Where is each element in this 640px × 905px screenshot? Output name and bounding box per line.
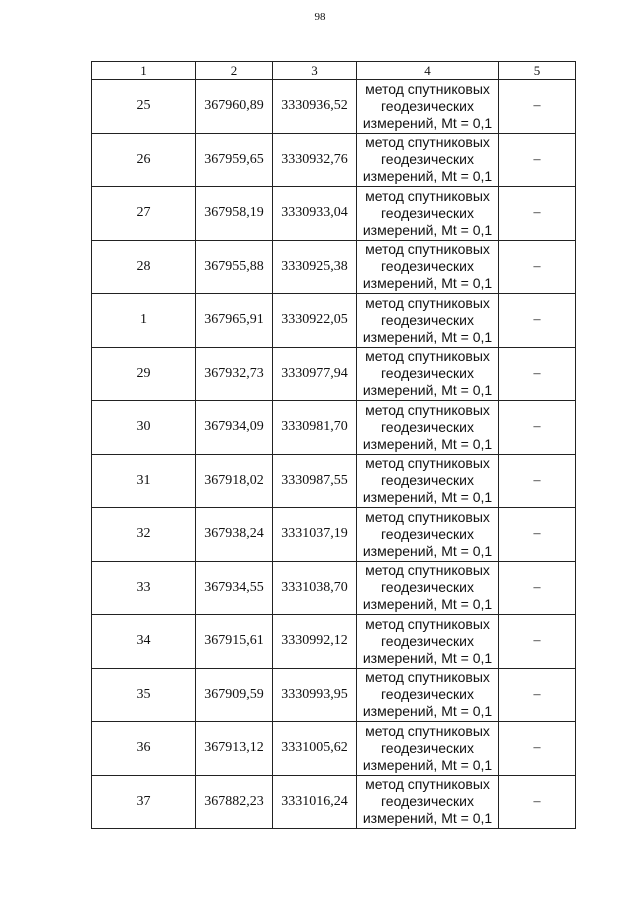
method-line: геодезических (381, 258, 474, 275)
table-row (92, 775, 576, 829)
method-line: измерений, Mt = 0,1 (362, 275, 493, 292)
measurement-method (357, 187, 499, 241)
notes-dash: – (499, 240, 576, 294)
method-line: измерений, Mt = 0,1 (362, 756, 493, 773)
method-line: метод спутниковых (365, 615, 490, 632)
measurement-method (357, 80, 499, 134)
method-line: геодезических (381, 472, 474, 489)
table-row (92, 508, 576, 562)
table-body (92, 80, 576, 829)
coordinate-x: 367934,55 (196, 561, 273, 615)
point-number: 34 (92, 615, 196, 669)
page-number: 98 (314, 11, 326, 23)
method-line: метод спутниковых (365, 508, 490, 525)
method-line: геодезических (381, 311, 474, 328)
notes-dash: – (499, 133, 576, 187)
method-line: метод спутниковых (365, 80, 490, 97)
point-number: 25 (92, 80, 196, 134)
method-line: геодезических (381, 686, 474, 703)
point-number: 28 (92, 240, 196, 294)
notes-dash: – (499, 668, 576, 722)
method-line: измерений, Mt = 0,1 (362, 221, 493, 238)
measurement-method (357, 615, 499, 669)
coordinate-y: 3330936,52 (273, 80, 357, 134)
method-line: метод спутниковых (365, 776, 490, 793)
notes-dash: – (499, 508, 576, 562)
measurement-method (357, 347, 499, 401)
point-number: 1 (92, 294, 196, 348)
method-line: измерений, Mt = 0,1 (362, 703, 493, 720)
measurement-method (357, 561, 499, 615)
point-number: 35 (92, 668, 196, 722)
table-row (92, 561, 576, 615)
method-line: измерений, Mt = 0,1 (362, 114, 493, 131)
coordinates-table (91, 61, 576, 829)
coordinate-y: 3330993,95 (273, 668, 357, 722)
coordinate-x: 367938,24 (196, 508, 273, 562)
method-line: метод спутниковых (365, 562, 490, 579)
method-line: геодезических (381, 739, 474, 756)
table-row (92, 401, 576, 455)
coordinate-y: 3331005,62 (273, 722, 357, 776)
header-col-4: 4 (357, 62, 499, 80)
notes-dash: – (499, 80, 576, 134)
coordinate-x: 367913,12 (196, 722, 273, 776)
notes-dash: – (499, 401, 576, 455)
point-number: 32 (92, 508, 196, 562)
method-line: геодезических (381, 97, 474, 114)
table-row (92, 722, 576, 776)
method-line: измерений, Mt = 0,1 (362, 328, 493, 345)
point-number: 36 (92, 722, 196, 776)
coordinate-x: 367958,19 (196, 187, 273, 241)
coordinate-y: 3330925,38 (273, 240, 357, 294)
coordinate-y: 3330922,05 (273, 294, 357, 348)
coordinate-y: 3331038,70 (273, 561, 357, 615)
coordinate-y: 3330932,76 (273, 133, 357, 187)
measurement-method (357, 775, 499, 829)
point-number: 27 (92, 187, 196, 241)
measurement-method (357, 401, 499, 455)
coordinate-x: 367882,23 (196, 775, 273, 829)
notes-dash: – (499, 722, 576, 776)
notes-dash: – (499, 561, 576, 615)
measurement-method (357, 240, 499, 294)
header-col-1: 1 (92, 62, 196, 80)
method-line: метод спутниковых (365, 722, 490, 739)
coordinate-x: 367960,89 (196, 80, 273, 134)
notes-dash: – (499, 187, 576, 241)
table-row (92, 454, 576, 508)
coordinate-x: 367915,61 (196, 615, 273, 669)
method-line: измерений, Mt = 0,1 (362, 649, 493, 666)
table-row (92, 294, 576, 348)
table-row (92, 80, 576, 134)
method-line: геодезических (381, 793, 474, 810)
table-row (92, 187, 576, 241)
point-number: 33 (92, 561, 196, 615)
method-line: измерений, Mt = 0,1 (362, 168, 493, 185)
coordinate-y: 3330977,94 (273, 347, 357, 401)
measurement-method (357, 454, 499, 508)
coordinate-x: 367918,02 (196, 454, 273, 508)
coordinate-y: 3331037,19 (273, 508, 357, 562)
method-line: метод спутниковых (365, 134, 490, 151)
notes-dash: – (499, 615, 576, 669)
method-line: геодезических (381, 418, 474, 435)
method-line: геодезических (381, 204, 474, 221)
point-number: 31 (92, 454, 196, 508)
method-line: измерений, Mt = 0,1 (362, 435, 493, 452)
header-col-5: 5 (499, 62, 576, 80)
measurement-method (357, 722, 499, 776)
method-line: измерений, Mt = 0,1 (362, 810, 493, 827)
header-col-3: 3 (273, 62, 357, 80)
method-line: геодезических (381, 579, 474, 596)
table-row (92, 347, 576, 401)
method-line: метод спутниковых (365, 241, 490, 258)
method-line: геодезических (381, 151, 474, 168)
measurement-method (357, 508, 499, 562)
table-row (92, 668, 576, 722)
header-col-2: 2 (196, 62, 273, 80)
method-line: измерений, Mt = 0,1 (362, 489, 493, 506)
measurement-method (357, 133, 499, 187)
method-line: метод спутниковых (365, 669, 490, 686)
notes-dash: – (499, 347, 576, 401)
table-row (92, 615, 576, 669)
method-line: метод спутниковых (365, 455, 490, 472)
coordinate-y: 3330992,12 (273, 615, 357, 669)
method-line: метод спутниковых (365, 294, 490, 311)
notes-dash: – (499, 775, 576, 829)
method-line: геодезических (381, 525, 474, 542)
coordinate-x: 367959,65 (196, 133, 273, 187)
coordinate-x: 367965,91 (196, 294, 273, 348)
measurement-method (357, 668, 499, 722)
table-row (92, 133, 576, 187)
coordinate-x: 367932,73 (196, 347, 273, 401)
point-number: 26 (92, 133, 196, 187)
method-line: измерений, Mt = 0,1 (362, 596, 493, 613)
method-line: метод спутниковых (365, 187, 490, 204)
coordinate-y: 3330933,04 (273, 187, 357, 241)
coordinate-y: 3331016,24 (273, 775, 357, 829)
notes-dash: – (499, 294, 576, 348)
method-line: геодезических (381, 365, 474, 382)
coordinate-x: 367934,09 (196, 401, 273, 455)
method-line: измерений, Mt = 0,1 (362, 382, 493, 399)
method-line: измерений, Mt = 0,1 (362, 542, 493, 559)
method-line: метод спутниковых (365, 401, 490, 418)
point-number: 30 (92, 401, 196, 455)
measurement-method (357, 294, 499, 348)
point-number: 29 (92, 347, 196, 401)
notes-dash: – (499, 454, 576, 508)
table-row (92, 240, 576, 294)
coordinate-y: 3330987,55 (273, 454, 357, 508)
coordinate-x: 367955,88 (196, 240, 273, 294)
method-line: геодезических (381, 632, 474, 649)
coordinate-y: 3330981,70 (273, 401, 357, 455)
point-number: 37 (92, 775, 196, 829)
method-line: метод спутниковых (365, 348, 490, 365)
coordinate-x: 367909,59 (196, 668, 273, 722)
table-header-row (92, 62, 576, 80)
